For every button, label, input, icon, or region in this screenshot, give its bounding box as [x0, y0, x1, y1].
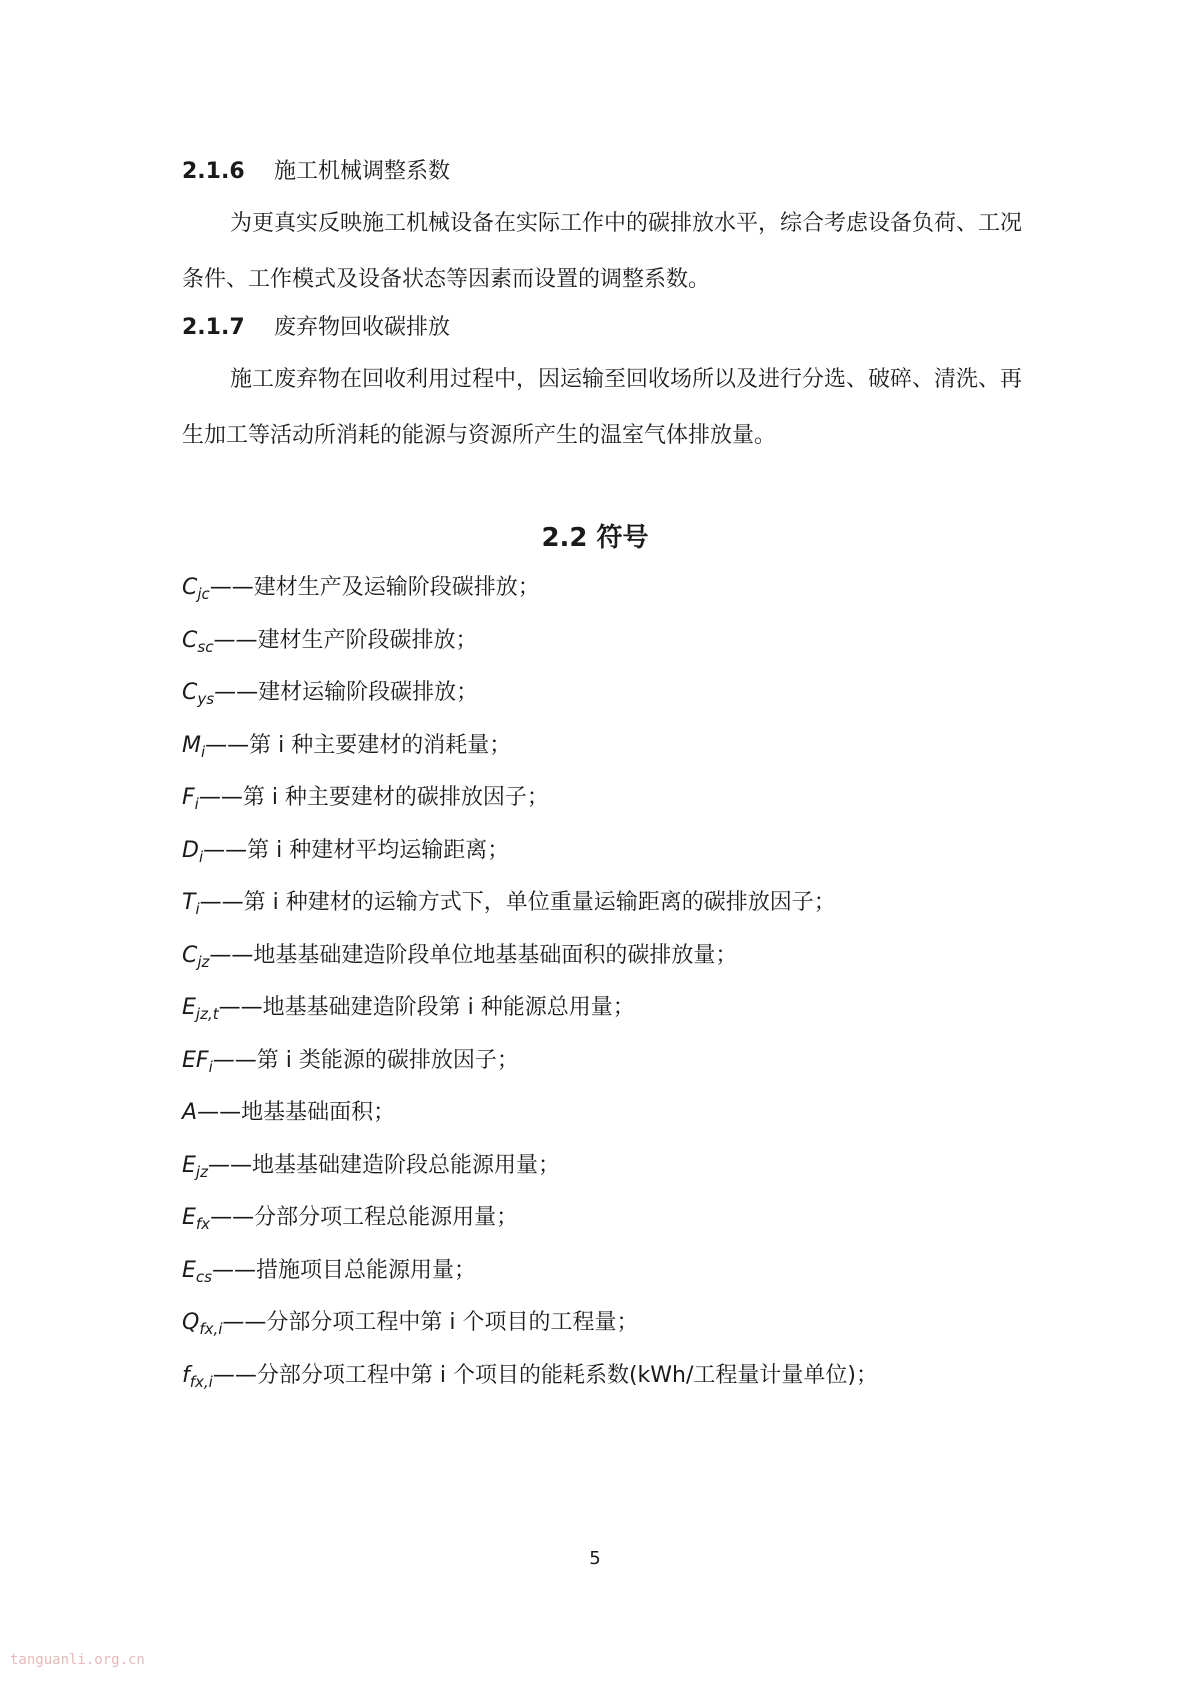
- symbol-subscript: jz,t: [195, 1005, 219, 1023]
- symbol: EF: [182, 1047, 209, 1073]
- symbol: f: [182, 1362, 190, 1388]
- symbol-description: ——建材生产阶段碳排放；: [213, 627, 478, 653]
- symbol-definition: [182, 1099, 395, 1127]
- symbol: E: [182, 1257, 196, 1283]
- symbol-description: ——第 i 种建材的运输方式下，单位重量运输距离的碳排放因子；: [199, 890, 836, 915]
- symbol-description: ——建材生产及运输阶段碳排放；: [209, 575, 540, 600]
- symbol-subscript: cs: [195, 1267, 212, 1286]
- section-2-1-6-body: 为更真实反映施工机械设备在实际工作中的碳排放水平，综合考虑设备负荷、工况条件、工作模式及设备状态等因素而设置的调整系数。: [182, 211, 1023, 292]
- symbol-subscript: sc: [197, 637, 214, 656]
- section-2-1-7-body: 施工废弃物在回收利用过程中，因运输至回收场所以及进行分选、破碎、清洗、再生加工等活动所消耗的能源与资源所产生的温室气体排放量。: [182, 367, 1023, 448]
- symbol-subscript: i: [200, 742, 206, 761]
- section-title: 废弃物回收碳排放: [274, 315, 451, 340]
- symbol: E: [182, 1152, 196, 1178]
- symbol-definition: [182, 889, 836, 923]
- section-heading-symbols: 2.2 符号: [541, 523, 649, 553]
- watermark: tanguanli.org.cn: [10, 1652, 145, 1668]
- symbol: C: [182, 627, 198, 653]
- symbol-definition: [182, 942, 737, 976]
- section-number: 2.1.6: [182, 159, 245, 184]
- symbol-definition: [182, 627, 477, 661]
- symbol-definition: [182, 994, 635, 1028]
- symbol-description: ——第 i 种建材平均运输距离；: [203, 837, 510, 863]
- section-2-1-6-heading: [182, 158, 1042, 186]
- symbol-description: ——地基基础建造阶段第 i 种能源总用量；: [218, 995, 635, 1020]
- symbol: C: [182, 680, 198, 705]
- symbol: M: [182, 732, 201, 758]
- symbol-description: ——第 i 种主要建材的碳排放因子；: [198, 785, 549, 810]
- symbol-definition: [182, 1047, 519, 1081]
- symbol-subscript: ys: [197, 690, 215, 708]
- symbol: F: [182, 785, 195, 810]
- symbol-description: ——第 i 种主要建材的消耗量；: [205, 732, 512, 758]
- section-2-1-7-heading: [182, 314, 1042, 342]
- symbol-subscript: fx,i: [199, 1320, 223, 1338]
- page-number: 5: [589, 1548, 601, 1569]
- symbol-subscript: jz: [195, 1162, 208, 1181]
- symbol-definition: [182, 1152, 560, 1186]
- symbol-definition: [182, 1204, 518, 1238]
- symbol-definition: [182, 1362, 878, 1396]
- symbol-description: ——建材运输阶段碳排放；: [214, 680, 479, 705]
- symbol-definition: [182, 837, 509, 871]
- symbol-description: ——地基基础面积；: [197, 1100, 396, 1125]
- symbol-definition: [182, 574, 540, 608]
- symbol-description: ——分部分项工程中第 i 个项目的工程量；: [222, 1310, 639, 1335]
- symbol: C: [182, 942, 198, 968]
- symbol-subscript: jz: [197, 952, 210, 971]
- symbol-definition: [182, 1309, 639, 1343]
- symbol-description: ——第 i 类能源的碳排放因子；: [212, 1047, 519, 1073]
- symbol-definition: [182, 679, 478, 713]
- symbol-definition: [182, 784, 549, 818]
- symbol: E: [182, 995, 196, 1020]
- symbol-description: ——分部分项工程总能源用量；: [210, 1205, 519, 1230]
- symbol: D: [182, 837, 199, 863]
- symbol-subscript: i: [198, 847, 204, 866]
- symbol: C: [182, 575, 198, 600]
- symbol-subscript: fx: [195, 1215, 211, 1233]
- symbol-description: ——分部分项工程中第 i 个项目的能耗系数(kWh/工程量计量单位)；: [212, 1362, 878, 1388]
- symbol: Q: [182, 1310, 200, 1335]
- symbol: E: [182, 1205, 196, 1230]
- symbol-description: ——措施项目总能源用量；: [211, 1257, 476, 1283]
- symbol-subscript: i: [208, 1057, 213, 1076]
- symbol-definition: [182, 1257, 476, 1291]
- symbol-subscript: i: [195, 900, 200, 918]
- symbol-subscript: i: [194, 795, 199, 813]
- section-number: 2.1.7: [182, 315, 245, 340]
- symbol-subscript: fx,i: [189, 1372, 213, 1391]
- symbol: T: [182, 890, 196, 915]
- symbol-definition: [182, 732, 511, 766]
- symbol: A: [182, 1100, 198, 1125]
- symbol-description: ——地基基础建造阶段总能源用量；: [207, 1152, 560, 1178]
- symbol-description: ——地基基础建造阶段单位地基基础面积的碳排放量；: [209, 942, 738, 968]
- symbol-subscript: jc: [197, 585, 210, 603]
- section-title: 施工机械调整系数: [274, 159, 451, 184]
